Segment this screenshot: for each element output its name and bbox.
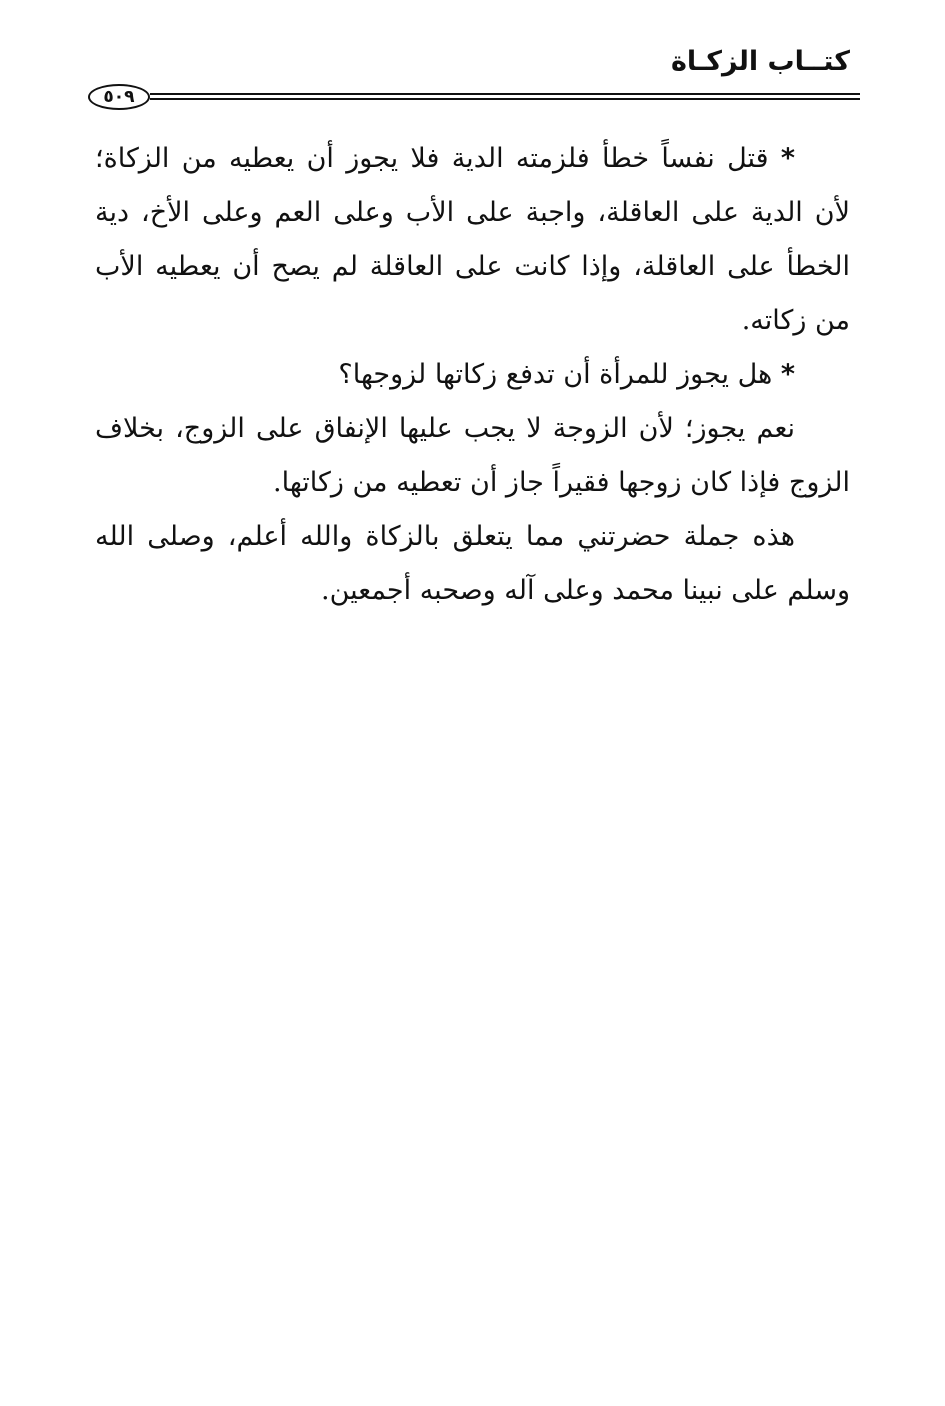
paragraph-text: هذه جملة حضرتني مما يتعلق بالزكاة والله أعلم، وصلى الله وسلم على نبينا محمد وعلى آله وصحبه أجمعين. bbox=[95, 521, 850, 606]
paragraph-answer bbox=[95, 402, 850, 510]
paragraph-question-1 bbox=[95, 132, 850, 348]
paragraph-text: هل يجوز للمرأة أن تدفع زكاتها لزوجها؟ bbox=[338, 359, 773, 390]
asterisk-marker: * bbox=[780, 143, 795, 174]
header-rule bbox=[150, 93, 860, 100]
asterisk-marker: * bbox=[780, 359, 795, 390]
body-text bbox=[95, 132, 850, 618]
page-number: ٥٠٩ bbox=[88, 84, 150, 110]
running-title: كتــاب الزكـاة bbox=[670, 46, 850, 77]
paragraph-text: نعم يجوز؛ لأن الزوجة لا يجب عليها الإنفاق على الزوج، بخلاف الزوج فإذا كان زوجها فقيراً جاز أن تعطيه من زكاتها. bbox=[95, 413, 850, 498]
paragraph-question-2 bbox=[95, 348, 850, 402]
paragraph-text: قتل نفساً خطأ فلزمته الدية فلا يجوز أن يعطيه من الزكاة؛ لأن الدية على العاقلة، واجبة على الأب وعلى العم وعلى الأخ، دية الخطأ على العاقلة، وإذا كانت على العاقلة لم يصح أن يعطيه الأب من زكاته. bbox=[95, 143, 850, 336]
paragraph-closing bbox=[95, 510, 850, 618]
